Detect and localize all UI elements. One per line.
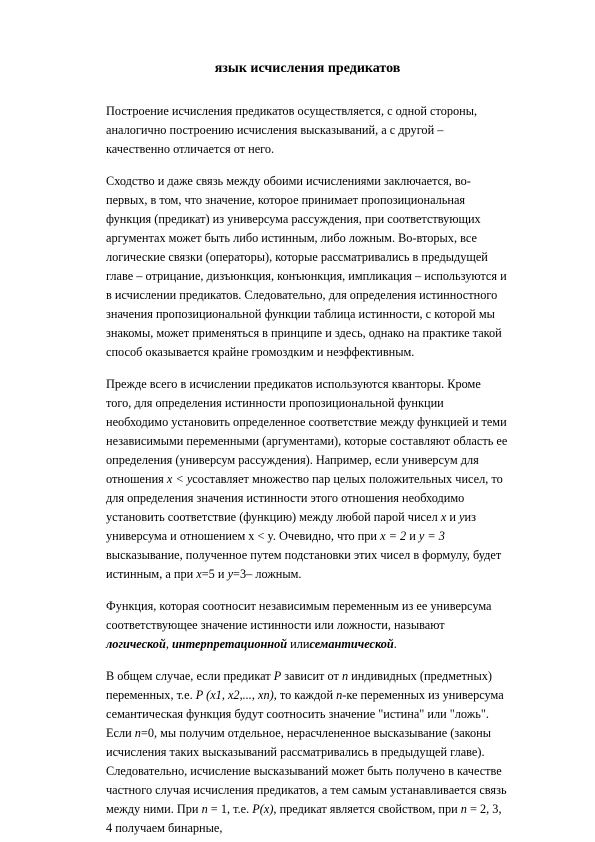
paragraph-general-case: В общем случае, если предикат P зависит от n индивидных (предметных) переменных, т.е. P (x1, x2,..., xn), то каждой n-ке переменных из универсума семантическая функция будут соотносить значение "истина" или "ложь". Если n=0, мы получим отдельное, нерасчлененное высказывание (законы исчисления таких высказываний рассматривались в предыдущей главе). Следовательно, исчисление высказываний может быть получено в качестве частного случая исчисления предикатов, а тем самым устанавливается связь между ними. При n = 1, т.е. P(x), предикат является свойством, при n = 2, 3, 4 получаем бинарные, [106, 669, 507, 835]
paragraph-intro: Построение исчисления предикатов осуществляется, с одной стороны, аналогично построению исчисления высказываний, а с другой – качественно отличается от него. [106, 104, 478, 156]
paragraph-semantic-function: Функция, которая соотносит независимым переменным из ее универсума соответствующее значение истинности или ложности, называют логической, интерпретационной илисемантической. [106, 599, 492, 651]
document-title: язык исчисления предикатов [214, 61, 401, 76]
paragraph-quantifiers: Прежде всего в исчислении предикатов используются кванторы. Кроме того, для определения истинности пропозициональной функции необходимо установить определенное соответствие между функцией и теми независимыми переменными (аргументами), которые составляют область ее определения (универсум рассуждения). Например, если универсум для отношения x < yсоставляет множество пар целых положительных чисел, то для определения значения истинности этого отношения необходимо установить соответствие (функцию) между любой парой чисел x и yиз универсума и отношением x < y. Очевидно, что при x = 2 и y = 3 высказывание, полученное путем подстановки этих чисел в формулу, будет истинным, а при x=5 и y=3– ложным. [106, 377, 508, 581]
paragraph-similarity: Сходство и даже связь между обоими исчислениями заключается, во-первых, в том, что значение, которое принимает пропозициональная функция (предикат) из универсума рассуждения, при соответствующих аргументах может быть либо истинным, либо ложным. Во-вторых, все логические связки (операторы), которые рассматривались в предыдущей главе – отрицание, дизъюнкция, конъюнкция, импликация – используются и в исчислении предикатов. Следовательно, для определения истинностного значения пропозициональной функции таблица истинности, с которой мы знакомы, может применяться в принципе и здесь, однако на практике такой способ оказывается крайне громоздким и неэффективным. [106, 174, 507, 359]
